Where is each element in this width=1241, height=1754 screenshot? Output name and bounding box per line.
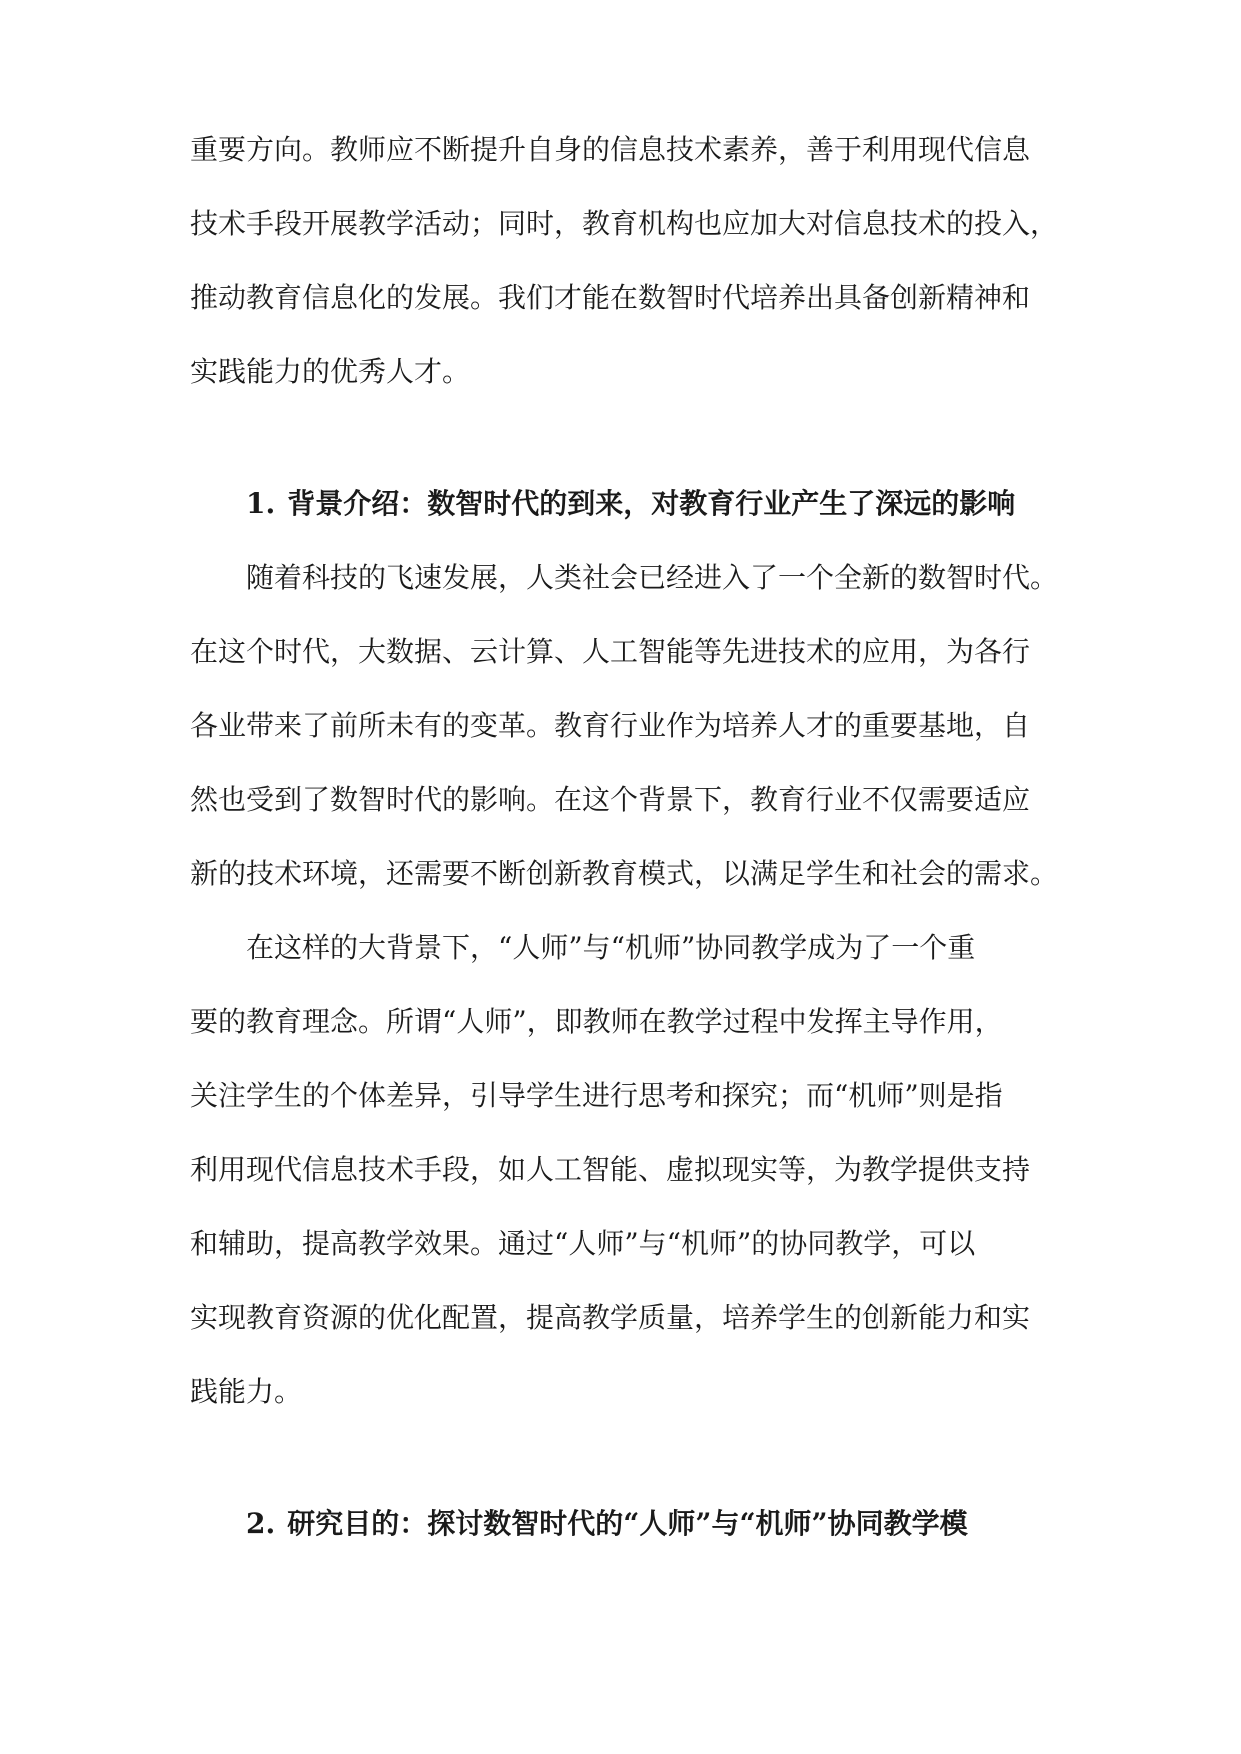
paragraph-3-line-6: 实现教育资源的优化配置，提高教学质量，培养学生的创新能力和实 <box>190 1301 1031 1334</box>
section-heading-1 <box>246 484 1066 524</box>
paragraph-2-line-4: 然也受到了数智时代的影响。在这个背景下，教育行业不仅需要适应 <box>190 783 1031 816</box>
section-heading-1-number: 1. <box>246 487 276 520</box>
paragraph-2-line-3: 各业带来了前所未有的变革。教育行业作为培养人才的重要基地，自 <box>190 709 1031 742</box>
section-heading-1-text: 背景介绍：数智时代的到来，对教育行业产生了深远的影响 <box>287 487 1016 520</box>
paragraph-3-line-1: 在这样的大背景下，“人师”与“机师”协同教学成为了一个重 <box>246 931 976 964</box>
paragraph-1-line-4: 实践能力的优秀人才。 <box>190 355 471 388</box>
paragraph-3-line-5: 和辅助，提高教学效果。通过“人师”与“机师”的协同教学，可以 <box>190 1227 976 1260</box>
paragraph-3-line-2: 要的教育理念。所谓“人师”，即教师在教学过程中发挥主导作用， <box>190 1005 1003 1038</box>
paragraph-3-line-4: 利用现代信息技术手段，如人工智能、虚拟现实等，为教学提供支持 <box>190 1153 1031 1186</box>
paragraph-1-line-3: 推动教育信息化的发展。我们才能在数智时代培养出具备创新精神和 <box>190 281 1031 314</box>
paragraph-1-line-2: 技术手段开展教学活动；同时，教育机构也应加大对信息技术的投入， <box>190 207 1059 240</box>
section-heading-2-text: 研究目的：探讨数智时代的“人师”与“机师”协同教学模 <box>287 1507 968 1540</box>
paragraph-3-line-3: 关注学生的个体差异，引导学生进行思考和探究；而“机师”则是指 <box>190 1079 1003 1112</box>
paragraph-3-line-7: 践能力。 <box>190 1375 303 1408</box>
section-heading-2 <box>246 1504 1066 1544</box>
paragraph-2-line-1: 随着科技的飞速发展，人类社会已经进入了一个全新的数智时代。 <box>246 561 1059 594</box>
paragraph-1-line-1: 重要方向。教师应不断提升自身的信息技术素养，善于利用现代信息 <box>190 133 1031 166</box>
section-heading-2-number: 2. <box>246 1507 276 1540</box>
paragraph-2-line-2: 在这个时代，大数据、云计算、人工智能等先进技术的应用，为各行 <box>190 635 1031 668</box>
paragraph-2-line-5: 新的技术环境，还需要不断创新教育模式，以满足学生和社会的需求。 <box>190 857 1059 890</box>
